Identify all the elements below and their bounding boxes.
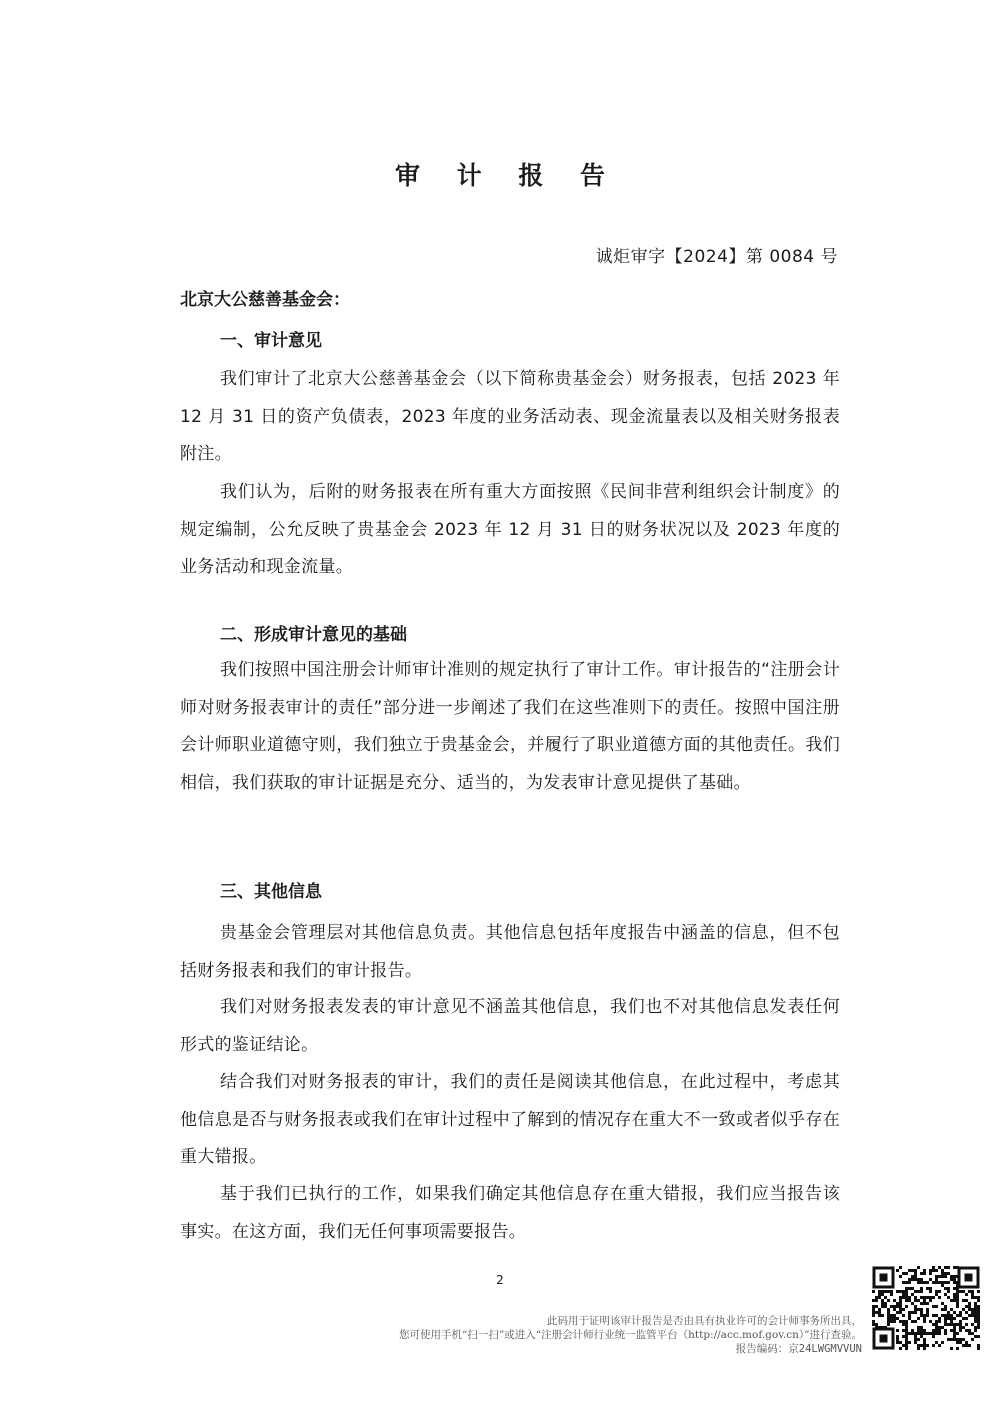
paragraph: 基于我们已执行的工作，如果我们确定其他信息存在重大错报，我们应当报告该事实。在这方面，我们无任何事项需要报告。: [180, 1184, 840, 1242]
section-heading-audit-opinion: 一、审计意见: [220, 331, 322, 351]
paragraph: 我们按照中国注册会计师审计准则的规定执行了审计工作。审计报告的“注册会计师对财务报表审计的责任”部分进一步阐述了我们在这些准则下的责任。按照中国注册会计师职业道德守则，我们独立于贵基金会，并履行了职业道德方面的其他责任。我们相信，我们获取的审计证据是充分、适当的，为发表审计意见提供了基础。: [180, 660, 840, 793]
qr-code-icon[interactable]: [872, 1266, 980, 1350]
section-heading-basis-for-opinion: 二、形成审计意见的基础: [220, 625, 407, 645]
section-heading-other-information: 三、其他信息: [220, 882, 322, 902]
footer-verification-note-line1: 此码用于证明该审计报告是否由具有执业许可的会计师事务所出具，: [547, 1315, 862, 1327]
paragraph: 我们对财务报表发表的审计意见不涵盖其他信息，我们也不对其他信息发表任何形式的鉴证结论。: [180, 997, 840, 1055]
footer-report-code: 报告编码：京24LWGMVVUN: [735, 1343, 862, 1355]
addressee: 北京大公慈善基金会：: [180, 290, 350, 310]
paragraph: 结合我们对财务报表的审计，我们的责任是阅读其他信息，在此过程中，考虑其他信息是否与财务报表或我们在审计过程中了解到的情况存在重大不一致或者似乎存在重大错报。: [180, 1072, 840, 1167]
report-reference-number: 诚炬审字【2024】第 0084 号: [595, 247, 838, 267]
paragraph: 我们审计了北京大公慈善基金会（以下简称贵基金会）财务报表，包括 2023 年 12 月 31 日的资产负债表，2023 年度的业务活动表、现金流量表以及相关财务报表附注。: [180, 369, 840, 464]
page-title: 审 计 报 告: [394, 161, 620, 190]
paragraph: 我们认为，后附的财务报表在所有重大方面按照《民间非营利组织会计制度》的规定编制，公允反映了贵基金会 2023 年 12 月 31 日的财务状况以及 2023 年度的业务活动和现金流量。: [180, 482, 840, 577]
footer-verification-note-line2: 您可使用手机“扫一扫”或进入“注册会计师行业统一监管平台（http://acc.mof.gov.cn）”进行查验。: [399, 1329, 862, 1341]
page-number: 2: [496, 1273, 504, 1287]
paragraph: 贵基金会管理层对其他信息负责。其他信息包括年度报告中涵盖的信息，但不包括财务报表和我们的审计报告。: [180, 923, 840, 981]
